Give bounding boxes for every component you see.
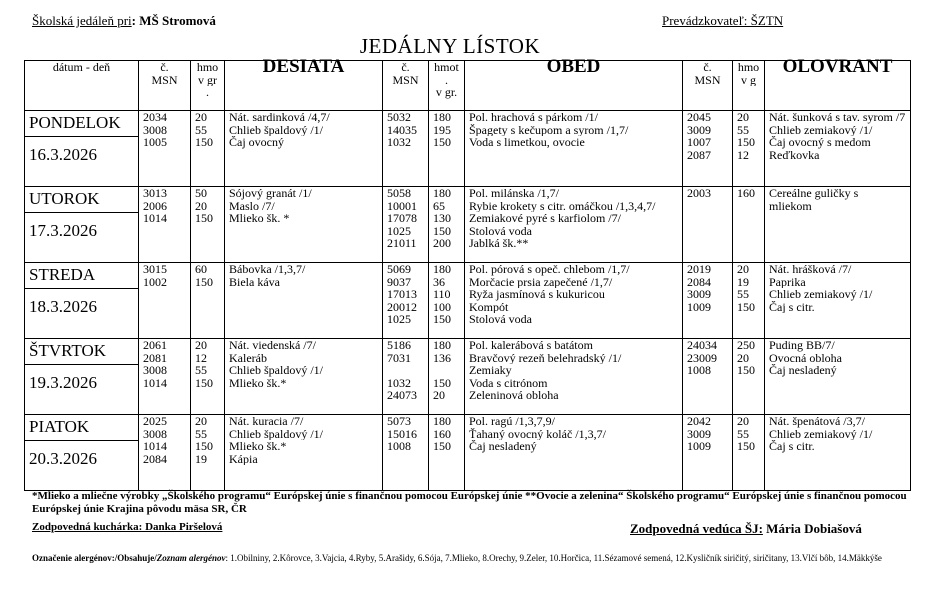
- obed-items: [465, 339, 683, 415]
- desiata-weight-line: 20: [195, 339, 207, 352]
- desiata-msn: [139, 111, 191, 187]
- desiata-weight-line: 150: [195, 212, 213, 225]
- obed-msn-line: [387, 364, 428, 377]
- day-cell: [25, 339, 139, 415]
- olovrant-weight-line: 19: [737, 275, 749, 289]
- obed-msn-line: 7031: [387, 351, 411, 365]
- desiata-items-line: Sójový granát /1/: [229, 187, 312, 200]
- olovrant-weight-line: 55: [737, 427, 749, 441]
- desiata-msn: [139, 415, 191, 491]
- page-title: JEDÁLNY LÍSTOK: [359, 34, 541, 58]
- obed-weight-line: 65: [433, 199, 445, 213]
- desiata-items-line: Biela káva: [229, 275, 280, 289]
- menu-table: [24, 56, 911, 491]
- desiata-weight-line: 150: [195, 440, 213, 453]
- day-date: 17.3.2026: [29, 221, 97, 240]
- desiata-weight-line: 20: [195, 415, 207, 428]
- desiata-items-line: Chlieb špaldový /1/: [229, 427, 323, 441]
- col-desiata: DESIATA: [225, 61, 383, 111]
- desiata-weight-line: 20: [195, 111, 207, 124]
- desiata-items-line: Nát. viedenská /7/: [229, 339, 316, 352]
- obed-weight-line: 150: [433, 313, 451, 326]
- obed-msn-line: 15016: [387, 427, 417, 441]
- desiata-msn-line: 3008: [143, 364, 167, 377]
- obed-items-line: Pol. milánska /1,7/: [469, 187, 559, 200]
- obed-msn-line: 5186: [387, 339, 411, 352]
- olovrant-items: [765, 415, 911, 491]
- cook-label: Zodpovedná kuchárka: Danka Piršelová: [32, 521, 223, 533]
- desiata-items-line: Mlieko šk. *: [229, 212, 290, 225]
- olovrant-weight: [733, 263, 765, 339]
- desiata-weight: [191, 187, 225, 263]
- obed-items: [465, 187, 683, 263]
- obed-weight-line: 100: [433, 300, 451, 314]
- obed-items: [465, 263, 683, 339]
- day-name: STREDA: [25, 263, 138, 289]
- desiata-msn-line: 1014: [143, 376, 167, 390]
- desiata-weight-line: 55: [195, 364, 207, 377]
- obed-msn: [383, 187, 429, 263]
- olovrant-msn-line: 2045: [687, 111, 711, 124]
- olovrant-msn-line: 3009: [687, 427, 711, 441]
- olovrant-items-line: Chlieb zemiakový /1/: [769, 288, 873, 301]
- col-hmot-olovrant: hmo v g: [733, 61, 765, 111]
- desiata-items-line: Nát. sardinková /4,7/: [229, 111, 330, 124]
- olovrant-items-line: Cereálne guličky s: [769, 187, 859, 200]
- obed-items-line: Stolová voda: [469, 224, 532, 238]
- olovrant-msn: [683, 415, 733, 491]
- olovrant-weight: [733, 339, 765, 415]
- olovrant-weight-line: 150: [737, 364, 755, 377]
- desiata-items: [225, 339, 383, 415]
- table-row: [25, 111, 911, 187]
- desiata-weight-line: 12: [195, 351, 207, 365]
- obed-weight-line: 136: [433, 351, 451, 365]
- olovrant-msn-line: 3009: [687, 288, 711, 301]
- obed-items-line: Pol. kalerábová s batátom: [469, 339, 593, 352]
- desiata-msn-line: 1002: [143, 275, 167, 289]
- day-cell: [25, 111, 139, 187]
- col-date-day: dátum - deň: [25, 61, 139, 111]
- day-cell: [25, 415, 139, 491]
- olovrant-weight: [733, 415, 765, 491]
- olovrant-msn: [683, 263, 733, 339]
- desiata-weight: [191, 415, 225, 491]
- desiata-weight-line: 60: [195, 263, 207, 276]
- olovrant-weight-line: 150: [737, 136, 755, 149]
- desiata-msn-line: 3013: [143, 187, 167, 200]
- olovrant-weight-line: 150: [737, 300, 755, 314]
- olovrant-msn-line: 23009: [687, 351, 717, 365]
- obed-msn-line: 1025: [387, 224, 411, 238]
- desiata-msn-line: 3008: [143, 427, 167, 441]
- col-msn-obed: č. MSN: [383, 61, 429, 111]
- desiata-weight-line: 50: [195, 187, 207, 200]
- olovrant-msn: [683, 339, 733, 415]
- school-name: MŠ Stromová: [139, 13, 216, 28]
- obed-weight: [429, 415, 465, 491]
- olovrant-msn-line: 2003: [687, 187, 711, 200]
- obed-msn-line: 1008: [387, 440, 411, 453]
- obed-items-line: Zemiakové pyré s karfiolom /7/: [469, 212, 621, 225]
- olovrant-weight: [733, 187, 765, 263]
- desiata-items-line: Maslo /7/: [229, 199, 275, 213]
- obed-items-line: Ryža jasmínová s kukuricou: [469, 288, 605, 301]
- day-name: PONDELOK: [25, 111, 138, 137]
- obed-msn: [383, 415, 429, 491]
- olovrant-items: [765, 111, 911, 187]
- desiata-items-line: Mlieko šk.*: [229, 376, 287, 390]
- desiata-items-line: Kaleráb: [229, 351, 267, 365]
- olovrant-msn: [683, 111, 733, 187]
- desiata-items: [225, 263, 383, 339]
- day-date: 16.3.2026: [29, 145, 97, 164]
- obed-msn: [383, 111, 429, 187]
- olovrant-items-line: Chlieb zemiakový /1/: [769, 427, 873, 441]
- obed-weight-line: 180: [433, 339, 451, 352]
- obed-items-line: Rybie krokety s citr. omáčkou /1,3,4,7/: [469, 199, 656, 213]
- olovrant-items: [765, 187, 911, 263]
- day-cell: [25, 187, 139, 263]
- col-olovrant: OLOVRANT: [765, 61, 911, 111]
- olovrant-weight-line: 20: [737, 263, 749, 276]
- desiata-weight-line: 19: [195, 452, 207, 466]
- table-row: [25, 339, 911, 415]
- olovrant-weight-line: 20: [737, 415, 749, 428]
- obed-items-line: Zeleninová obloha: [469, 389, 559, 402]
- obed-msn-line: 10001: [387, 199, 417, 213]
- obed-items-line: Bravčový rezeň belehradský /1/: [469, 351, 622, 365]
- obed-weight: [429, 339, 465, 415]
- desiata-msn-line: 2084: [143, 452, 167, 466]
- day-name: PIATOK: [25, 415, 138, 441]
- day-date: 19.3.2026: [29, 373, 97, 392]
- desiata-weight-line: 150: [195, 376, 213, 390]
- obed-msn-line: 9037: [387, 275, 411, 289]
- obed-weight-line: 180: [433, 111, 451, 124]
- desiata-weight-line: 150: [195, 275, 213, 289]
- obed-msn: [383, 263, 429, 339]
- obed-weight: [429, 111, 465, 187]
- desiata-items-line: Chlieb špaldový /1/: [229, 364, 323, 377]
- obed-msn-line: 1025: [387, 313, 411, 326]
- manager-label: Zodpovedná vedúca ŠJ: Mária Dobiašová: [630, 521, 862, 536]
- obed-msn-line: 24073: [387, 389, 417, 402]
- obed-weight-line: 150: [433, 136, 451, 149]
- obed-weight-line: 150: [433, 224, 451, 238]
- olovrant-weight-line: 160: [737, 187, 755, 200]
- olovrant-weight: [733, 111, 765, 187]
- table-row: [25, 415, 911, 491]
- desiata-weight: [191, 263, 225, 339]
- desiata-weight: [191, 339, 225, 415]
- obed-items-line: Čaj nesladený: [469, 440, 537, 453]
- desiata-msn: [139, 263, 191, 339]
- desiata-items-line: Kápia: [229, 452, 258, 466]
- olovrant-items-line: Nát. šunková s tav. syrom /7: [769, 111, 906, 124]
- school-label: Školská jedáleň pri: [32, 13, 132, 28]
- obed-msn-line: 1032: [387, 376, 411, 390]
- olovrant-items-line: Čaj nesladený: [769, 364, 837, 377]
- obed-msn-line: 1032: [387, 136, 411, 149]
- allergen-legend: Označenie alergénov:/Obsahuje/Zoznam alergénov: 1.Obilniny, 2.Kôrovce, 3.Vajcia, 4.Ryby, 5.Arašidy, 6.Sója, 7.Mlieko, 8.Orechy, 9.Zeler, 10.Horčica, 11.Sézamové semená, 12.Kysličník siričitý, siričitany, 13.Vlčí bôb, 14.Mäkkýše: [32, 553, 882, 563]
- day-date: 20.3.2026: [29, 449, 97, 468]
- col-obed: OBED: [465, 61, 683, 111]
- desiata-msn-line: 3015: [143, 263, 167, 276]
- desiata-items: [225, 187, 383, 263]
- program-note: *Mlieko a mliečne výrobky „Školského programu“ Európskej únie s finančnou pomocou Európskej únie **Ovocie a zelenina“ Školského programu“ Európskej únie s finančnou pomocou Európskej únie Krajina pôvodu mäsa SR, ČR: [32, 490, 907, 515]
- desiata-weight-line: 55: [195, 123, 207, 137]
- obed-weight-line: 110: [433, 288, 451, 301]
- olovrant-msn-line: 2019: [687, 263, 711, 276]
- olovrant-msn-line: 2042: [687, 415, 711, 428]
- obed-items-line: Pol. hrachová s párkom /1/: [469, 111, 598, 124]
- olovrant-weight-line: 12: [737, 148, 749, 162]
- obed-msn-line: 17013: [387, 288, 417, 301]
- obed-msn-line: 5032: [387, 111, 411, 124]
- obed-msn-line: 14035: [387, 123, 417, 137]
- obed-msn: [383, 339, 429, 415]
- olovrant-weight-line: 150: [737, 440, 755, 453]
- olovrant-items: [765, 263, 911, 339]
- desiata-msn-line: 1005: [143, 136, 167, 149]
- desiata-items-line: Mlieko šk.*: [229, 440, 287, 453]
- desiata-items-line: Chlieb špaldový /1/: [229, 123, 323, 137]
- olovrant-msn-line: 24034: [687, 339, 717, 352]
- obed-msn-line: 5073: [387, 415, 411, 428]
- olovrant-items-line: Paprika: [769, 275, 806, 289]
- obed-items-line: Zemiaky: [469, 364, 512, 377]
- col-msn-olovrant: č. MSN: [683, 61, 733, 111]
- olovrant-weight-line: 20: [737, 111, 749, 124]
- col-hmot-obed: hmot . v gr.: [429, 61, 465, 111]
- operator-label: Prevádzkovateľ: ŠZTN: [662, 13, 784, 28]
- obed-weight-line: 160: [433, 427, 451, 441]
- desiata-msn-line: 1014: [143, 212, 167, 225]
- desiata-weight-line: 55: [195, 427, 207, 441]
- olovrant-msn-line: 1009: [687, 300, 711, 314]
- desiata-msn: [139, 339, 191, 415]
- obed-weight-line: 200: [433, 237, 451, 250]
- olovrant-items-line: Reďkovka: [769, 148, 820, 162]
- olovrant-msn-line: 3009: [687, 123, 711, 137]
- desiata-msn-line: 2081: [143, 351, 167, 365]
- olovrant-msn-line: 1009: [687, 440, 711, 453]
- olovrant-weight-line: 55: [737, 288, 749, 301]
- obed-items-line: Špagety s kečupom a syrom /1,7/: [469, 123, 629, 137]
- desiata-items-line: Nát. kuracia /7/: [229, 415, 304, 428]
- olovrant-msn: [683, 187, 733, 263]
- obed-items-line: Pol. pórová s opeč. chlebom /1,7/: [469, 263, 630, 276]
- day-name: ŠTVRTOK: [25, 339, 138, 365]
- obed-weight: [429, 187, 465, 263]
- desiata-items: [225, 415, 383, 491]
- olovrant-items-line: Chlieb zemiakový /1/: [769, 123, 873, 137]
- obed-weight-line: 150: [433, 376, 451, 390]
- col-msn-desiata: č. MSN: [139, 61, 191, 111]
- day-date: 18.3.2026: [29, 297, 97, 316]
- olovrant-items: [765, 339, 911, 415]
- desiata-msn-line: 2061: [143, 339, 167, 352]
- olovrant-items-line: Čaj ovocný s medom: [769, 136, 871, 149]
- olovrant-weight-line: 250: [737, 339, 755, 352]
- obed-weight-line: 180: [433, 187, 451, 200]
- olovrant-items-line: Nát. špenátová /3,7/: [769, 415, 865, 428]
- obed-weight-line: 180: [433, 263, 451, 276]
- obed-msn-line: 21011: [387, 237, 417, 250]
- olovrant-weight-line: 20: [737, 351, 749, 365]
- table-header-row: [25, 61, 911, 111]
- obed-items-line: Ťahaný ovocný koláč /1,3,7/: [469, 427, 606, 441]
- obed-msn-line: 5058: [387, 187, 411, 200]
- desiata-msn-line: 2025: [143, 415, 167, 428]
- day-name: UTOROK: [25, 187, 138, 213]
- obed-items-line: Voda s limetkou, ovocie: [469, 136, 585, 149]
- obed-weight-line: 150: [433, 440, 451, 453]
- desiata-weight-line: 20: [195, 199, 207, 213]
- obed-items-line: Jablká šk.**: [469, 237, 529, 250]
- desiata-msn-line: 3008: [143, 123, 167, 137]
- table-row: [25, 187, 911, 263]
- obed-weight-line: 195: [433, 123, 451, 137]
- desiata-msn: [139, 187, 191, 263]
- desiata-msn-line: 2006: [143, 199, 167, 213]
- desiata-items: [225, 111, 383, 187]
- obed-items-line: Stolová voda: [469, 313, 532, 326]
- olovrant-items-line: Čaj s citr.: [769, 300, 815, 314]
- obed-weight-line: 36: [433, 275, 445, 289]
- obed-msn-line: 20012: [387, 300, 417, 314]
- school-header: [32, 13, 216, 29]
- obed-items-line: Morčacie prsia zapečené /1,7/: [469, 275, 613, 289]
- olovrant-items-line: Čaj s citr.: [769, 440, 815, 453]
- obed-msn-line: 17078: [387, 212, 417, 225]
- desiata-weight: [191, 111, 225, 187]
- olovrant-msn-line: 2084: [687, 275, 711, 289]
- obed-weight-line: [433, 364, 464, 377]
- obed-items: [465, 415, 683, 491]
- school-sep: :: [131, 13, 140, 28]
- obed-items-line: Voda s citrónom: [469, 376, 548, 390]
- olovrant-weight-line: 55: [737, 123, 749, 137]
- olovrant-msn-line: 1007: [687, 136, 711, 149]
- olovrant-items-line: Nát. hrášková /7/: [769, 263, 852, 276]
- day-cell: [25, 263, 139, 339]
- obed-items: [465, 111, 683, 187]
- obed-msn-line: 5069: [387, 263, 411, 276]
- table-row: [25, 263, 911, 339]
- obed-items-line: Kompót: [469, 300, 509, 314]
- obed-weight-line: 180: [433, 415, 451, 428]
- olovrant-msn-line: 1008: [687, 364, 711, 377]
- olovrant-items-line: Ovocná obloha: [769, 351, 842, 365]
- olovrant-items-line: mliekom: [769, 199, 812, 213]
- obed-weight-line: 20: [433, 389, 445, 402]
- col-hmot-desiata: hmo v gr .: [191, 61, 225, 111]
- desiata-msn-line: 2034: [143, 111, 167, 124]
- olovrant-msn-line: 2087: [687, 148, 711, 162]
- obed-items-line: Pol. ragú /1,3,7,9/: [469, 415, 555, 428]
- olovrant-items-line: Puding BB/7/: [769, 339, 835, 352]
- desiata-weight-line: 150: [195, 136, 213, 149]
- desiata-items-line: Bábovka /1,3,7/: [229, 263, 306, 276]
- desiata-items-line: Čaj ovocný: [229, 136, 284, 149]
- obed-weight-line: 130: [433, 212, 451, 225]
- desiata-msn-line: 1014: [143, 440, 167, 453]
- obed-weight: [429, 263, 465, 339]
